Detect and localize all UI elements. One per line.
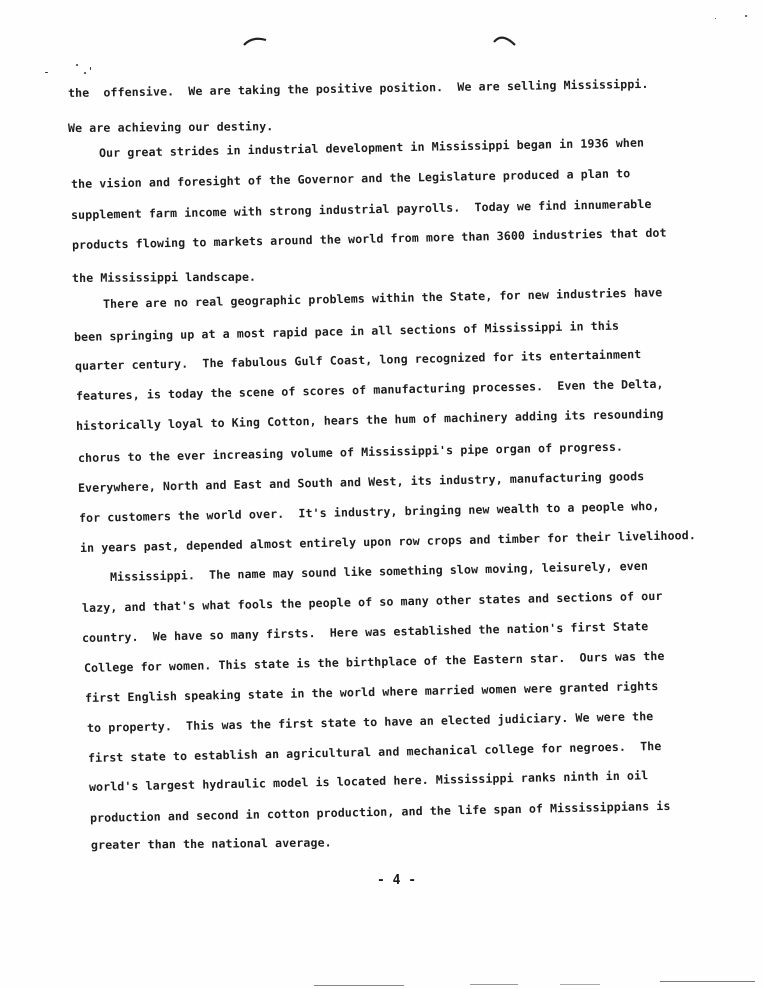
text-line: greater than the national average.: [90, 835, 332, 852]
text-line: features, is today the scene of scores of manufacturing processes. Even the Delta,: [75, 376, 664, 403]
text-line: chorus to the ever increasing volume of Mississippi's pipe organ of progress.: [77, 439, 624, 465]
text-line: Mississippi. The name may sound like something slow moving, leisurely, even: [109, 558, 649, 584]
scan-speck: [84, 72, 86, 74]
text-line: the Mississippi landscape.: [71, 269, 257, 285]
text-line: Everywhere, North and East and South and West, its industry, manufacturing goods: [77, 469, 645, 495]
scan-speck: [715, 18, 716, 19]
scan-speck: [745, 15, 747, 17]
staple-mark-right-icon: [492, 32, 518, 48]
scan-artifact-line: [314, 985, 404, 986]
text-line: been springing up at a most rapid pace in all sections of Mississippi in this: [73, 318, 620, 344]
text-line: in years past, depended almost entirely upon row crops and timber for their livelihood.: [79, 528, 696, 555]
scan-speck: [76, 64, 78, 66]
text-line: products flowing to markets around the world from more than 3600 industries that dot: [71, 225, 667, 252]
text-line: the vision and foresight of the Governor and the Legislature produced a plan to: [70, 166, 631, 191]
staple-mark-left-icon: [242, 34, 268, 48]
text-line: to property. This was the first state to have an elected judiciary. We were the: [86, 709, 654, 735]
text-line: historically loyal to King Cotton, hears the hum of machinery adding its resounding: [75, 406, 664, 433]
text-line: lazy, and that's what fools the people of so many other states and sections of our: [81, 588, 663, 615]
text-line: We are achieving our destiny.: [67, 119, 274, 135]
text-line: first English speaking state in the world where married women were granted rights: [84, 678, 659, 705]
text-line: Our great strides in industrial development in Mississippi began in 1936 when: [98, 135, 645, 160]
text-line: world's largest hydraulic model is located here. Mississippi ranks ninth in oil: [88, 768, 649, 794]
text-line: for customers the world over. It's industry, bringing new wealth to a people who,: [78, 498, 660, 525]
text-line: There are no real geographic problems within the State, for new industries have: [102, 285, 663, 311]
page-number: - 4 -: [377, 873, 417, 888]
text-line: first state to establish an agricultural and mechanical college for negroes. The: [87, 738, 662, 765]
text-line: country. We have so many firsts. Here was established the nation's first State: [81, 619, 649, 645]
scan-speck: [45, 72, 48, 73]
scan-artifact-line: [470, 984, 518, 985]
scan-artifact-line: [560, 984, 600, 985]
text-line: production and second in cotton production, and the life span of Mississippians is: [89, 798, 671, 825]
text-line: the offensive. We are taking the positive position. We are selling Mississippi.: [67, 76, 649, 100]
text-line: College for women. This state is the birthplace of the Eastern star. Ours was the: [83, 648, 665, 675]
scan-artifact-line: [660, 981, 755, 982]
text-line: quarter century. The fabulous Gulf Coast, long recognized for its entertainment: [74, 347, 642, 373]
text-line: supplement farm income with strong industrial payrolls. Today we find innumerable: [70, 196, 652, 222]
scan-speck: [90, 67, 91, 70]
